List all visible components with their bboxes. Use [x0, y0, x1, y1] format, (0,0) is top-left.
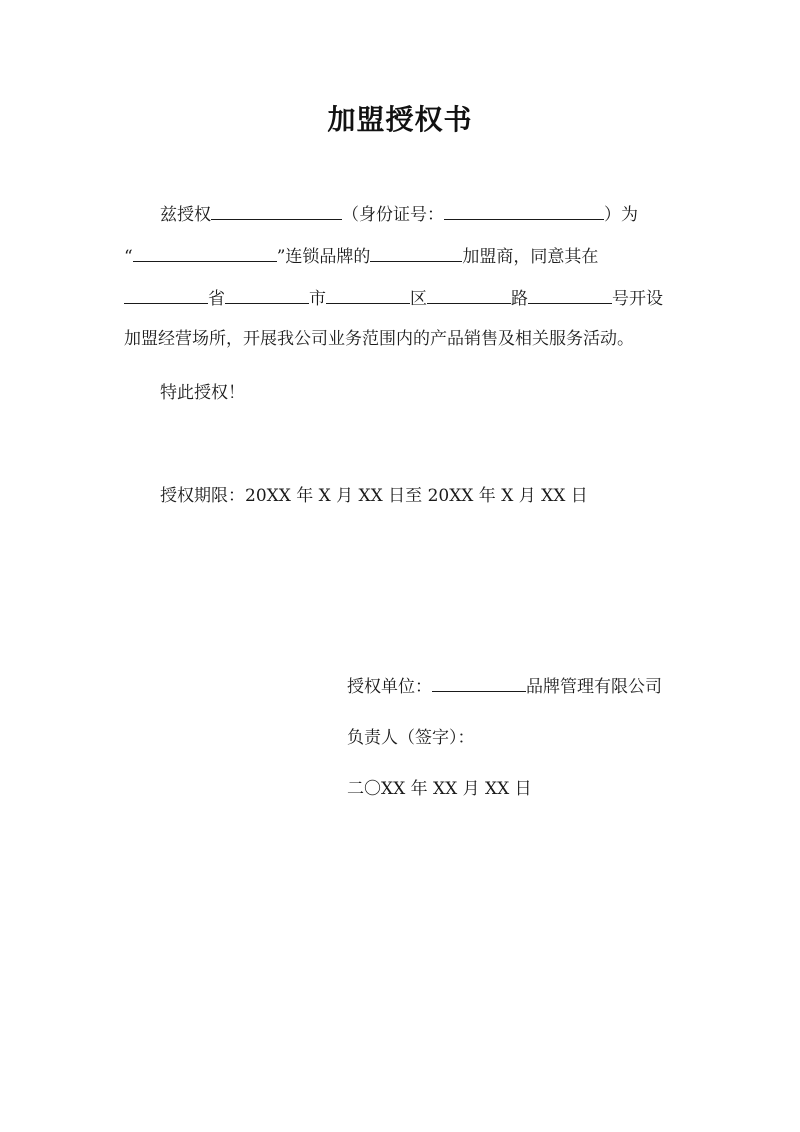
district-blank[interactable] [326, 285, 410, 304]
road-label: 路 [511, 289, 528, 309]
person-label: 负责人（签字）： [347, 728, 475, 748]
body-line-1 [160, 201, 638, 227]
number-suffix: 号开设 [612, 289, 663, 309]
franchisee-text: 加盟商，同意其在 [462, 247, 599, 267]
franchise-level-blank[interactable] [370, 243, 462, 262]
signature-unit [347, 673, 662, 699]
authorize-prefix: 兹授权 [160, 205, 211, 225]
province-label: 省 [208, 289, 225, 309]
brand-close-quote: ”连锁品牌的 [276, 247, 371, 267]
authorization-period: 授权期限：20XX 年 X 月 XX 日至 20XX 年 X 月 XX 日 [160, 486, 588, 506]
city-blank[interactable] [225, 285, 309, 304]
unit-name-blank[interactable] [432, 673, 526, 692]
signature-person [347, 726, 475, 750]
body-line-2 [124, 243, 598, 269]
district-label: 区 [410, 289, 427, 309]
unit-suffix: 品牌管理有限公司 [526, 677, 662, 697]
id-number-open: （身份证号： [342, 205, 444, 225]
document-title: 加盟授权书 [327, 103, 473, 136]
brand-open-quote: “ [124, 247, 133, 267]
authorized-name-blank[interactable] [211, 201, 342, 220]
road-blank[interactable] [427, 285, 511, 304]
body-line-3 [124, 285, 663, 311]
city-label: 市 [309, 289, 326, 309]
id-number-blank[interactable] [444, 201, 604, 220]
signature-date: 二〇XX 年 XX 月 XX 日 [347, 779, 532, 799]
body-line-4: 加盟经营场所，开展我公司业务范围内的产品销售及相关服务活动。 [124, 329, 634, 349]
unit-label: 授权单位： [347, 677, 432, 697]
province-blank[interactable] [124, 285, 208, 304]
number-blank[interactable] [528, 285, 612, 304]
special-authorization: 特此授权！ [160, 383, 245, 403]
id-number-close: ）为 [604, 205, 638, 225]
brand-name-blank[interactable] [133, 243, 277, 262]
